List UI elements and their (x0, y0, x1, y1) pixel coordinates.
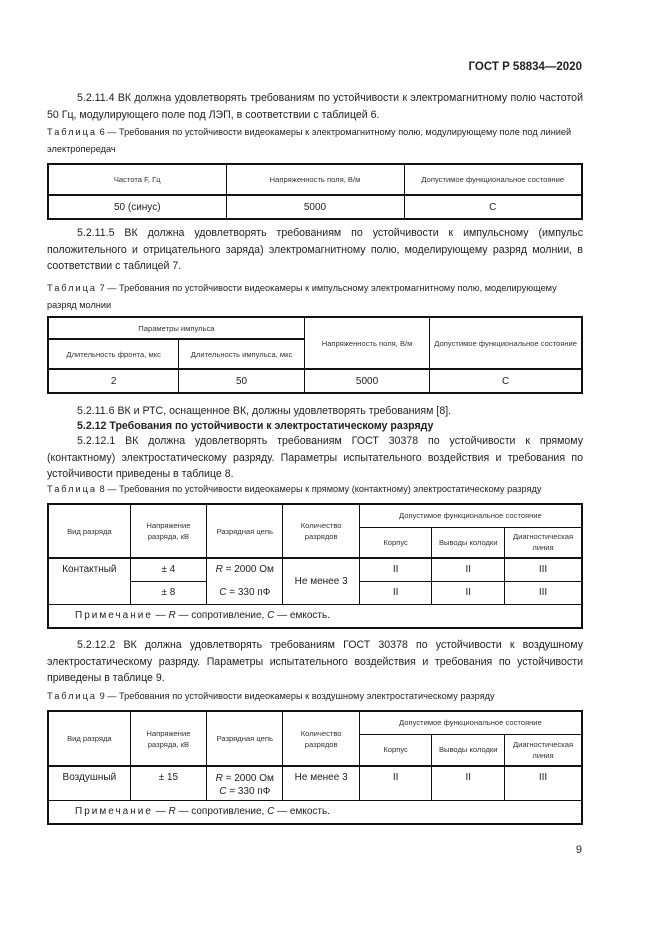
th: Допустимое функциональное состояние (359, 711, 582, 734)
table-7 (47, 316, 583, 394)
td: 5000 (226, 195, 404, 219)
th: Длительность фронта, мкс (48, 339, 179, 369)
td: ± 4 (130, 558, 206, 581)
table-8-caption (47, 481, 583, 498)
note-mid: — сопротивление, (175, 610, 268, 622)
th: Допустимое функциональное состояние (404, 164, 582, 195)
td: 50 (синус) (48, 195, 226, 219)
td: С (430, 369, 582, 393)
th: Выводы колодки (432, 527, 505, 558)
table-7-caption (47, 280, 583, 313)
td: ± 15 (130, 766, 206, 800)
td (207, 766, 283, 800)
note-dash: — (152, 610, 169, 622)
td: III (505, 558, 582, 581)
page-number: 9 (575, 844, 582, 856)
caption-text: 7 — Требования по устойчивости видеокамеры к импульсному электромагнитному полю, моделирующему разряд молнии (47, 283, 557, 310)
paragraph-5-2-12-2: 5.2.12.2 ВК должна удовлетворять требованиям ГОСТ 30378 по устойчивости к воздушному электростатическому разряду. Параметры испытательного воздействия и требования по устойчивости приведены в таблице 9. (47, 639, 583, 684)
note-c: C (267, 610, 275, 622)
caption-label: Таблица (47, 484, 98, 494)
caption-text: 6 — Требования по устойчивости видеокамеры к электромагнитному полю, модулирующему поле под линией электропередач (47, 127, 572, 154)
paragraph-5-2-12-1: 5.2.12.1 ВК должна удовлетворять требованиям ГОСТ 30378 по устойчивости к прямому (контактному) электростатическому разряду. Параметры испытательного воздействия и требования по устойчивости приведены в таблице 8. (47, 435, 583, 480)
c-symbol: C (219, 587, 227, 598)
r-symbol: R (215, 564, 223, 575)
th: Выводы колодки (432, 734, 505, 766)
caption-label: Таблица (47, 283, 98, 293)
th: Напряжение разряда, кВ (130, 711, 206, 766)
table-9-caption (47, 688, 583, 705)
td: II (359, 581, 432, 604)
note-r: R (168, 806, 176, 818)
th: Напряжение разряда, кВ (130, 504, 206, 558)
th: Диагностическая линия (505, 734, 582, 766)
c-symbol: C (219, 786, 227, 797)
th: Напряженность поля, В/м (304, 317, 429, 369)
r-symbol: R (215, 773, 223, 784)
note-c: C (267, 806, 275, 818)
section-heading-5-2-12: 5.2.12 Требования по устойчивости к электростатическому разряду (77, 420, 434, 432)
td: II (432, 766, 505, 800)
paragraph-5-2-11-4: 5.2.11.4 ВК должна удовлетворять требованиям по устойчивости к электромагнитному полю частотой 50 Гц, модулирующего поле под ЛЭП, в соответствии с таблицей 6. (47, 92, 583, 121)
paragraph-5-2-11-5: 5.2.11.5 ВК должна удовлетворять требованиям по устойчивости к импульсному (импульс положительного и отрицательного заряда) электромагнитному полю, моделирующему разряд молнии, в соответствии с таблицей 7. (47, 227, 583, 272)
td: 50 (179, 369, 304, 393)
caption-label: Таблица (47, 691, 98, 701)
td: II (432, 558, 505, 581)
td: 5000 (304, 369, 429, 393)
th: Вид разряда (48, 711, 130, 766)
th: Длительность импульса, мкс (179, 339, 304, 369)
r-value: = 2000 Ом (222, 564, 274, 575)
caption-text: 8 — Требования по устойчивости видеокамеры к прямому (контактному) электростатическому разряду (99, 484, 542, 494)
th: Корпус (359, 734, 432, 766)
c-value: = 330 пФ (226, 587, 271, 598)
caption-text: 9 — Требования по устойчивости видеокамеры к воздушному электростатическому разряду (99, 691, 495, 701)
td: Не менее 3 (283, 558, 359, 604)
td: III (505, 581, 582, 604)
c-value: = 330 пФ (226, 786, 271, 797)
table-6-caption (47, 124, 583, 157)
td: ± 8 (130, 581, 206, 604)
th: Допустимое функциональное состояние (359, 504, 582, 527)
note-r: R (168, 610, 176, 622)
note-dash: — (152, 806, 169, 818)
table-8 (47, 503, 583, 629)
td (207, 558, 283, 604)
td: II (359, 558, 432, 581)
table-note (48, 800, 582, 824)
note-end: — емкость. (274, 610, 330, 622)
th: Допустимое функциональное состояние (430, 317, 582, 369)
th: Разрядная цепь (207, 711, 283, 766)
note-end: — емкость. (274, 806, 330, 818)
paragraph-5-2-11-6: 5.2.11.6 ВК и РТС, оснащенное ВК, должны удовлетворять требованиям [8]. (77, 405, 452, 417)
th: Параметры импульса (48, 317, 304, 339)
note-label: Примечание (75, 806, 153, 818)
td: Воздушный (48, 766, 130, 800)
caption-label: Таблица (47, 127, 98, 137)
td: Не менее 3 (283, 766, 359, 800)
page-header: ГОСТ Р 58834—2020 (468, 61, 582, 73)
r-value: = 2000 Ом (222, 773, 274, 784)
th: Количество разрядов (283, 711, 359, 766)
th: Количество разрядов (283, 504, 359, 558)
note-mid: — сопротивление, (175, 806, 268, 818)
th: Вид разряда (48, 504, 130, 558)
td: II (432, 581, 505, 604)
td: Контактный (48, 558, 130, 604)
table-9 (47, 710, 583, 825)
td: 2 (48, 369, 179, 393)
table-6 (47, 163, 583, 220)
table-note (48, 604, 582, 628)
th: Частота F, Гц (48, 164, 226, 195)
th: Разрядная цепь (207, 504, 283, 558)
note-label: Примечание (75, 610, 153, 622)
td: II (359, 766, 432, 800)
th: Корпус (359, 527, 432, 558)
th: Диагностическая линия (505, 527, 582, 558)
th: Напряженность поля, В/м (226, 164, 404, 195)
td: С (404, 195, 582, 219)
td: III (505, 766, 582, 800)
